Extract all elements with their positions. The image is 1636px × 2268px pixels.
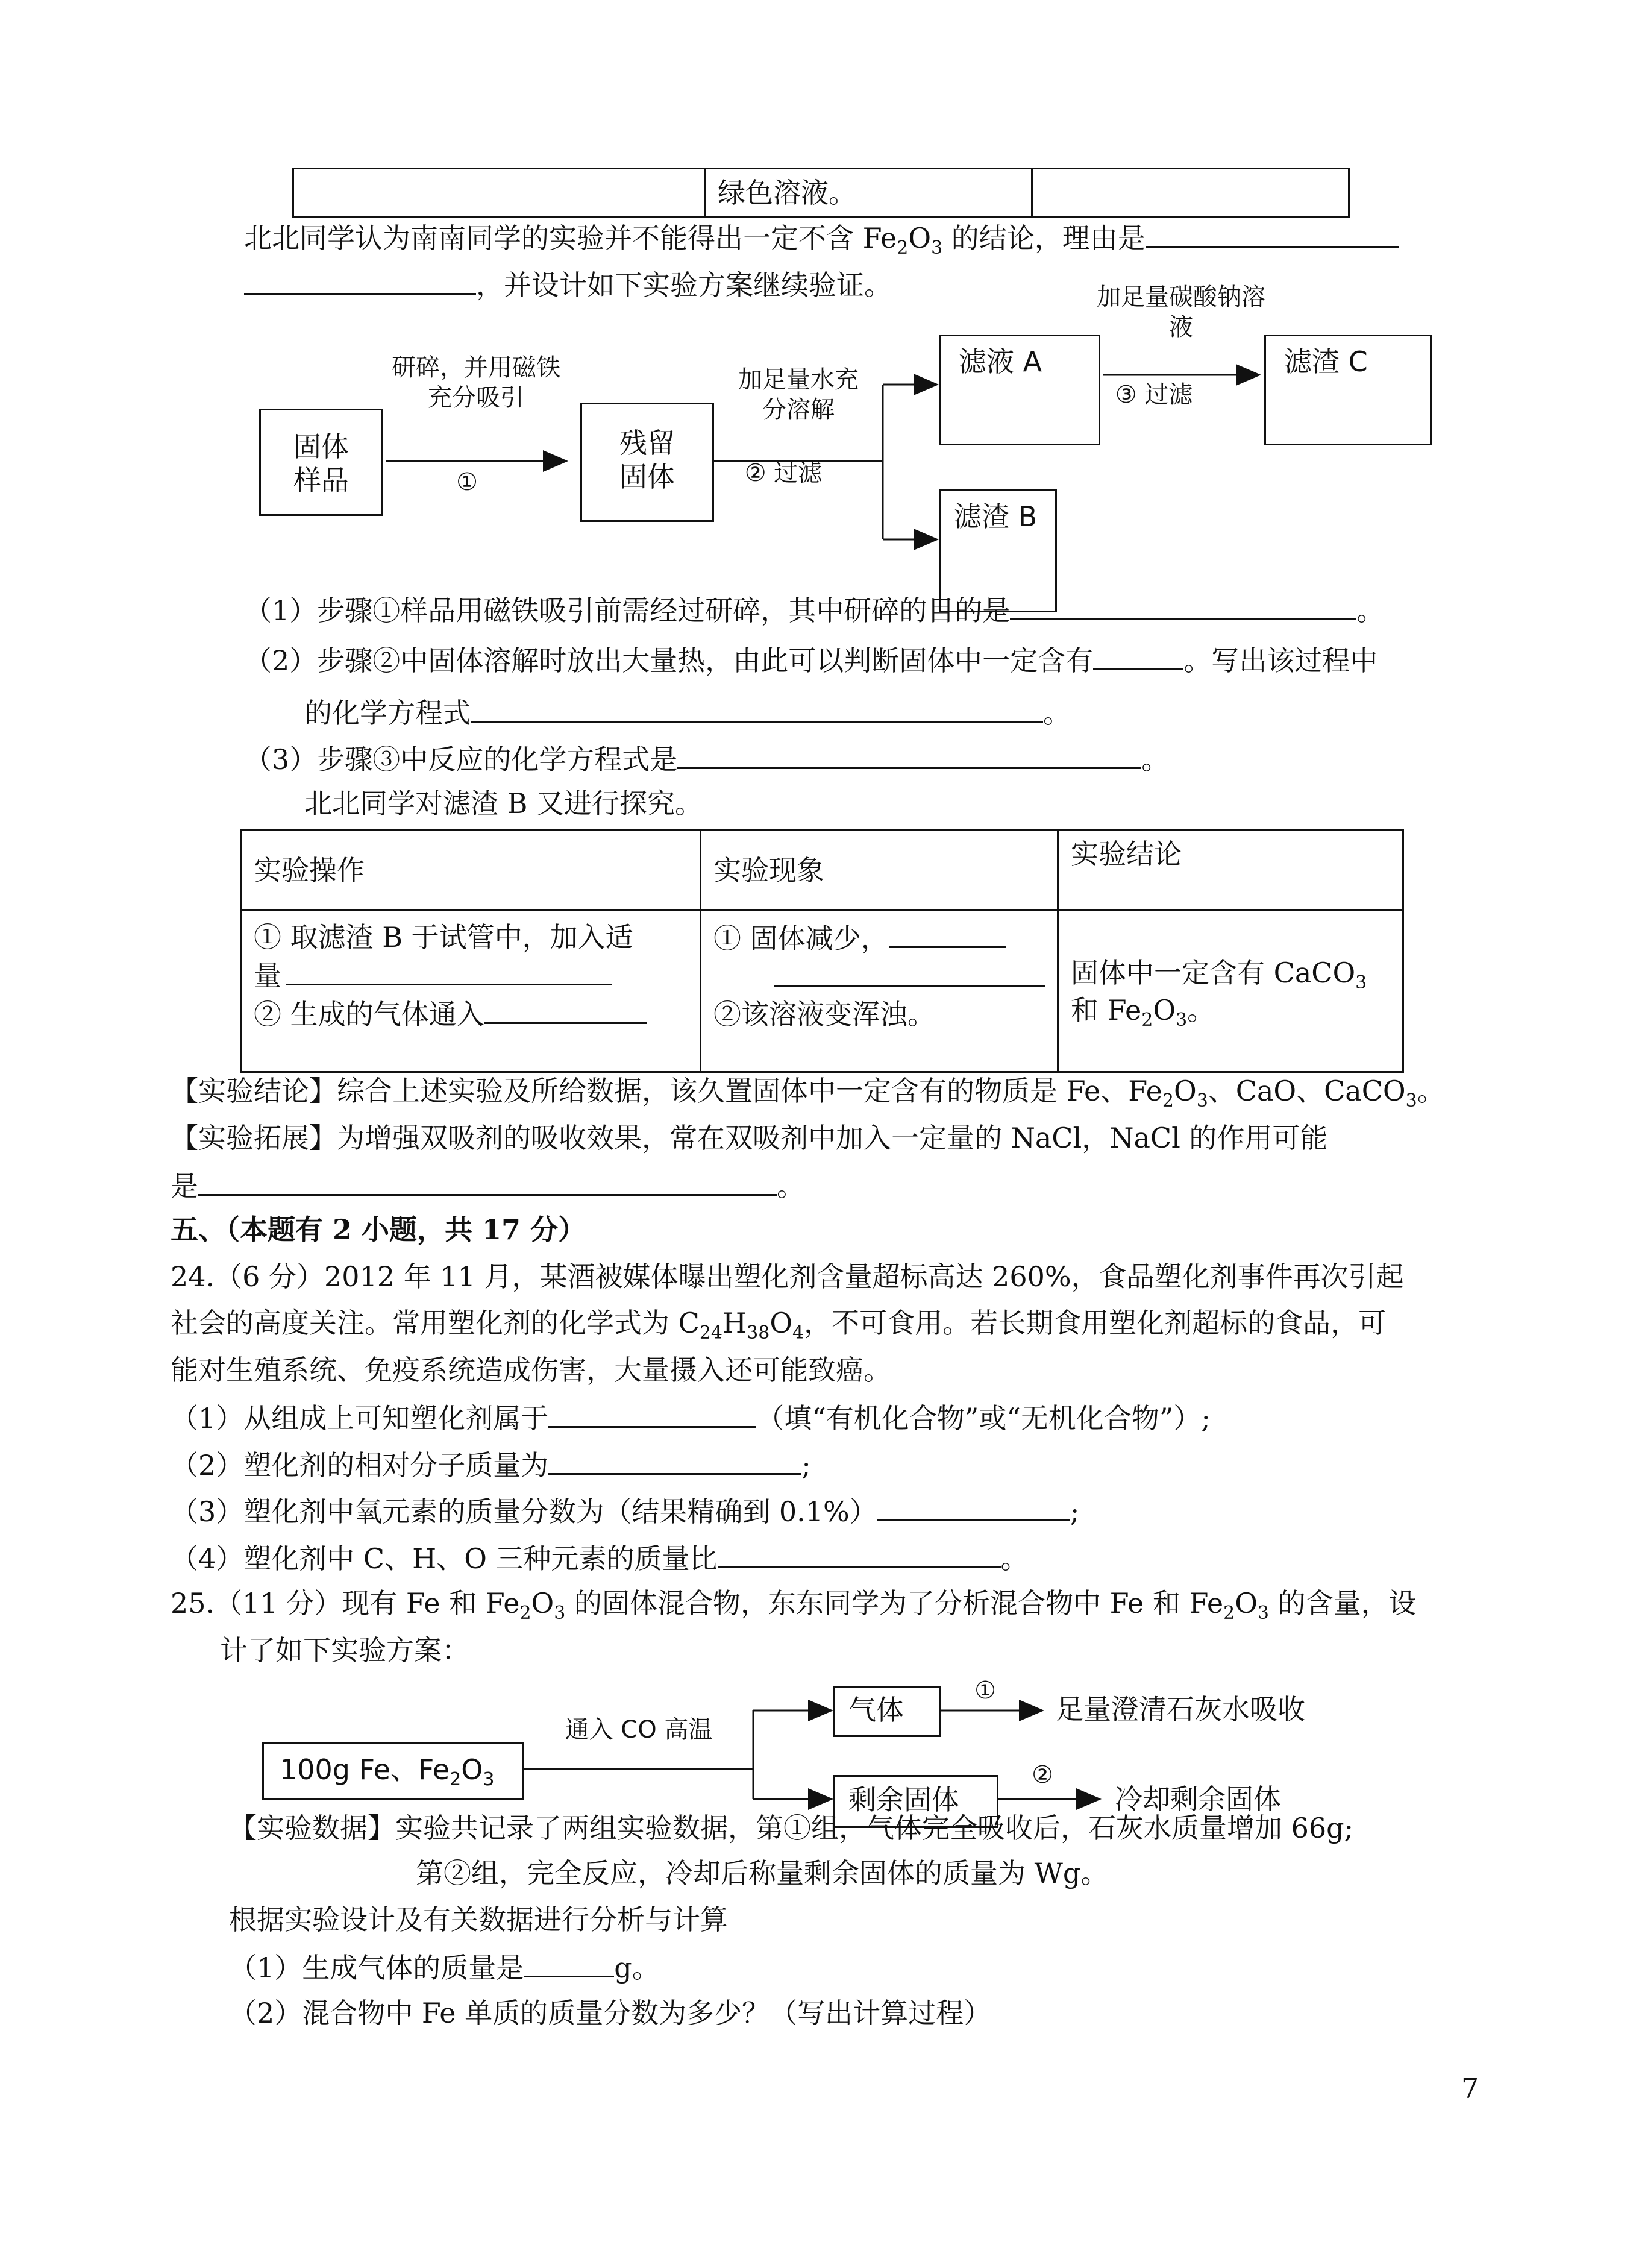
table-header-phenomenon: 实验现象 bbox=[701, 830, 1058, 911]
flow-box-filtrate-a: 滤液 A bbox=[939, 335, 1100, 445]
flow-label-circle2: ② bbox=[1032, 1761, 1053, 1789]
flow-box-mixture: 100g Fe、$Fe_2O_3$ bbox=[262, 1742, 524, 1800]
flow-label-add-sodium-carbonate: 加足量碳酸钠溶液 bbox=[1097, 283, 1265, 341]
question-2-line2: 的化学方程式 。 bbox=[304, 693, 1071, 731]
flow-box-residue-b: 滤渣 B bbox=[939, 489, 1057, 612]
q25-line1: 25.（11 分）现有 Fe 和 $Fe_2O_3$ 的固体混合物，东东同学为了分析混合物中 Fe 和 $Fe_2O_3$ 的含量，设 bbox=[171, 1587, 1417, 1624]
experiment-extension-line2: 是 。 bbox=[171, 1166, 804, 1204]
q25-part1: （1）生成气体的质量是 g。 bbox=[229, 1948, 660, 1986]
answer-blank[interactable] bbox=[524, 1948, 614, 1977]
experiment-conclusion: 【实验结论】综合上述实验及所给数据，该久置固体中一定含有的物质是 Fe、$Fe_2O_3$、CaO、CaCO$_3$。 bbox=[171, 1075, 1445, 1112]
flow-label-step3: ③ 过滤 bbox=[1115, 381, 1193, 409]
table-header-conclusion: 实验结论 bbox=[1058, 830, 1403, 911]
question-1: （1）步骤①样品用磁铁吸引前需经过研碎，其中研碎的目的是 。 bbox=[244, 591, 1384, 629]
flow-label-grind: 研碎，并用磁铁充分吸引 bbox=[392, 354, 560, 412]
flow-label-step1: ① bbox=[456, 468, 478, 496]
flow-label-add-water: 加足量水充分溶解 bbox=[738, 366, 859, 424]
page-number: 7 bbox=[1461, 2072, 1479, 2105]
table-cell-operation: ① 取滤渣 B 于试管中，加入适 量 ② 生成的气体通入 bbox=[241, 911, 701, 1072]
q24-line2: 社会的高度关注。常用塑化剂的化学式为 $C_{24}H_{38}O_4$，不可食用。若长期食用塑化剂超标的食品，可 bbox=[171, 1307, 1387, 1344]
q25-line2: 计了如下实验方案： bbox=[220, 1634, 469, 1666]
flow-box-solid-sample: 固体样品 bbox=[259, 409, 383, 516]
experiment-data-line2: 第②组，完全反应，冷却后称量剩余固体的质量为 Wg。 bbox=[416, 1857, 1109, 1889]
q25-part2: （2）混合物中 Fe 单质的质量分数为多少？（写出计算过程） bbox=[229, 1997, 992, 2029]
q24-line1: 24.（6 分）2012 年 11 月，某酒被媒体曝出塑化剂含量超标高达 260%，食品塑化剂事件再次引起 bbox=[171, 1260, 1404, 1293]
flow-label-co-high-temp: 通入 CO 高温 bbox=[565, 1716, 713, 1744]
experiment-extension-line1: 【实验拓展】为增强双吸剂的吸收效果，常在双吸剂中加入一定量的 NaCl，NaCl 的作用可能 bbox=[171, 1122, 1328, 1154]
text-limewater-absorb: 足量澄清石灰水吸收 bbox=[1056, 1693, 1305, 1726]
q24-sub2: （2）塑化剂的相对分子质量为 ; bbox=[171, 1445, 811, 1483]
flow-box-residue-c: 滤渣 C bbox=[1264, 335, 1432, 445]
flow-label-step2: ② 过滤 bbox=[744, 459, 823, 487]
q24-sub4: （4）塑化剂中 C、H、O 三种元素的质量比 。 bbox=[171, 1539, 1029, 1577]
flow-box-gas: 气体 bbox=[833, 1686, 941, 1737]
table-cell-conclusion: 固体中一定含有 CaCO$_3$ 和 $Fe_2O_3$。 bbox=[1058, 911, 1403, 1072]
table-cell-phenomenon: ① 固体减少， ②该溶液变浑浊。 bbox=[701, 911, 1058, 1072]
q24-sub1: （1）从组成上可知塑化剂属于 （填“有机化合物”或“无机化合物”）; bbox=[171, 1398, 1211, 1436]
flow-label-circle1: ① bbox=[974, 1677, 996, 1704]
paragraph-reason-line1: 北北同学认为南南同学的实验并不能得出一定不含 $Fe_2O_3$ 的结论，理由是 bbox=[244, 218, 1399, 256]
question-2-line1: （2）步骤②中固体溶解时放出大量热，由此可以判断固体中一定含有 。写出该过程中 bbox=[244, 641, 1377, 679]
section-5-title: 五、（本题有 2 小题，共 17 分） bbox=[171, 1213, 586, 1246]
question-3: （3）步骤③中反应的化学方程式是 。 bbox=[244, 740, 1169, 777]
flow-box-residual-solid: 残留固体 bbox=[580, 403, 714, 522]
top-table-cell-middle: 绿色溶液。 bbox=[705, 169, 1032, 217]
q24-sub3: （3）塑化剂中氧元素的质量分数为（结果精确到 0.1%） ; bbox=[171, 1492, 1079, 1530]
paragraph-reason-line2: ，并设计如下实验方案继续验证。 bbox=[244, 265, 892, 303]
residue-b-intro: 北北同学对滤渣 B 又进行探究。 bbox=[304, 787, 703, 820]
text-cool-solid: 冷却剩余固体 bbox=[1115, 1783, 1281, 1815]
flow-box-remaining-solid: 剩余固体 bbox=[833, 1775, 998, 1828]
q24-line3: 能对生殖系统、免疫系统造成伤害，大量摄入还可能致癌。 bbox=[171, 1354, 891, 1386]
analysis-intro: 根据实验设计及有关数据进行分析与计算 bbox=[229, 1903, 728, 1936]
experiment-data-line1: 【实验数据】实验共记录了两组实验数据，第①组，气体完全吸收后，石灰水质量增加 66g; bbox=[229, 1812, 1354, 1844]
table-header-operation: 实验操作 bbox=[241, 830, 701, 911]
